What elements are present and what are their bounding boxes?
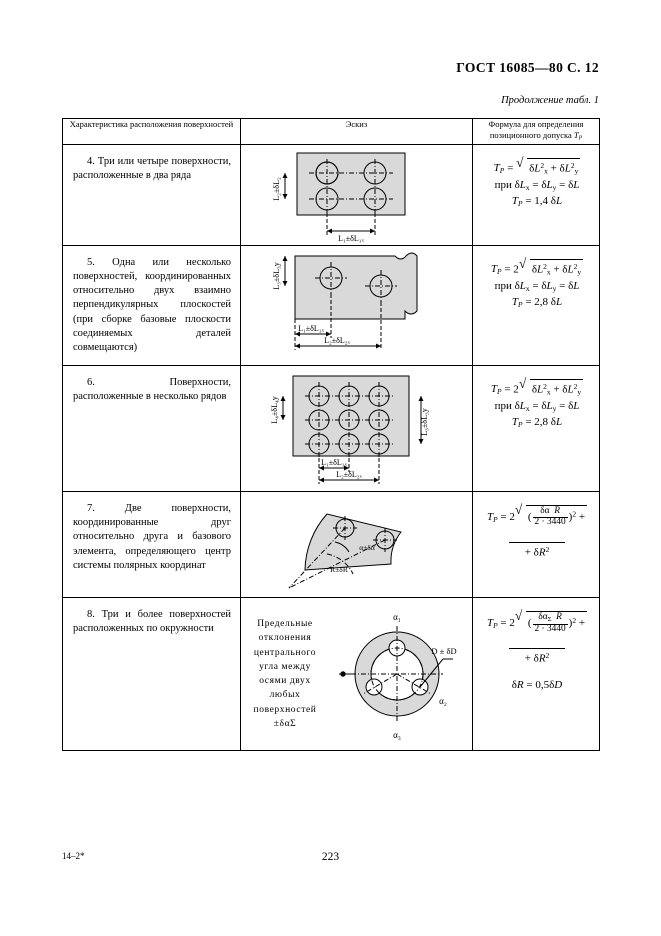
sketch-circular-pattern: [325, 604, 465, 744]
table-row: [63, 144, 600, 245]
svg-text:L₂±δL₂: L₂±δL₂: [272, 177, 281, 201]
row-description-7: 7. Две поверхности, координированные друг относительно друга и базового элемента, определяющего центр системы полярных координат: [63, 492, 241, 598]
row-sketch-4: [241, 144, 473, 245]
svg-text:D ± δD: D ± δD: [431, 646, 457, 657]
table-row: [63, 245, 600, 365]
row-formula-5: $T_P = 2$ √ $\delta L^2_x + \delta L^2_y$ при $\delta L_x = \delta L_y = \delta L$ $T_P = 2,8$ δL: [473, 245, 600, 365]
svg-text:L₁±δL₁ₓ: L₁±δL₁ₓ: [321, 458, 347, 468]
row-formula-6: $T_P = 2$ √ $\delta L^2_x + \delta L^2_y$ при $\delta L_x = \delta L_y = \delta L$ $T_P = 2,8$ δL: [473, 366, 600, 492]
row-description-4: 4. Три или четыре поверхности, расположенные в два ряда: [63, 144, 241, 245]
row-sketch-5: [241, 245, 473, 365]
column-header-description: Характеристика расположения поверхностей: [63, 119, 241, 145]
row-formula-7: $T_P = 2$ √ ( $\frac{\text{δα R}}{2 \cdot 3440}$ )$^2$ + + $\delta R^2$: [473, 492, 600, 598]
svg-text:L₃±δL₃y: L₃±δL₃y: [272, 262, 281, 290]
continuation-note: Продолжение табл. 1: [501, 95, 599, 106]
svg-text:α₁: α₁: [393, 612, 401, 623]
svg-text:L₂±δL₂ₓ: L₂±δL₂ₓ: [324, 335, 350, 345]
table-row: [63, 492, 600, 598]
svg-text:α₂: α₂: [439, 696, 447, 707]
row-sketch-8: [241, 598, 473, 751]
table-row: [63, 366, 600, 492]
specification-table: [62, 118, 600, 751]
sketch-two-planes: [249, 246, 464, 361]
svg-text:L₂±δL₂ₓ: L₂±δL₂ₓ: [336, 470, 362, 480]
svg-text:L₁±δL₁ₓ: L₁±δL₁ₓ: [338, 233, 364, 243]
svg-text:α₃: α₃: [393, 730, 401, 741]
row-formula-8: $T_P = 2$ √ ( $\frac{\delta\alpha_\Sigma R}{2 \cdot 3440}$ )$^2$ + + $\delta R^2$ δR = 0,5δD: [473, 598, 600, 751]
footer-signature: 14–2*: [62, 851, 85, 861]
row-sketch-7: [241, 492, 473, 598]
sketch-note-8: Предельные отклонения центрального угла между осями двух любых поверхностей ±δαΣ: [253, 619, 317, 729]
page-title: ГОСТ 16085—80 С. 12: [456, 60, 599, 75]
row-description-5: 5. Одна или несколько поверхностей, координированных относительно двух взаимно перпендикулярных плоскостей (при сборке базовые плоскости соединяемых деталей совмещаются): [63, 245, 241, 365]
column-header-formula: Формула для определения позиционного допуска $T_P$: [473, 119, 600, 145]
svg-text:L₁±δL₁ₓ: L₁±δL₁ₓ: [298, 323, 324, 333]
svg-text:R±δR: R±δR: [330, 565, 348, 575]
svg-text:L₄±δL₄y: L₄±δL₄y: [270, 396, 279, 424]
row-formula-4: $T_P$ = √ $\delta L^2_x + \delta L^2_y$ при $\delta L_x = \delta L_y = \delta L$ $T_P = 1,4$ δL: [473, 144, 600, 245]
svg-text:L₃±δL₃y: L₃±δL₃y: [420, 408, 429, 436]
column-header-sketch: Эскиз: [241, 119, 473, 145]
row-description-8: 8. Три и более поверхностей расположенных по окружности: [63, 598, 241, 751]
svg-text:α±δα: α±δα: [359, 543, 375, 553]
table-header-row: [63, 119, 600, 145]
sketch-multi-rows: [249, 366, 464, 491]
page-number: 223: [321, 851, 340, 863]
row-sketch-6: [241, 366, 473, 492]
sketch-polar-two: [249, 492, 464, 597]
sketch-two-rows: [249, 145, 464, 245]
table-row: [63, 598, 600, 751]
row-description-6: 6. Поверхности, расположенные в несколько рядов: [63, 366, 241, 492]
